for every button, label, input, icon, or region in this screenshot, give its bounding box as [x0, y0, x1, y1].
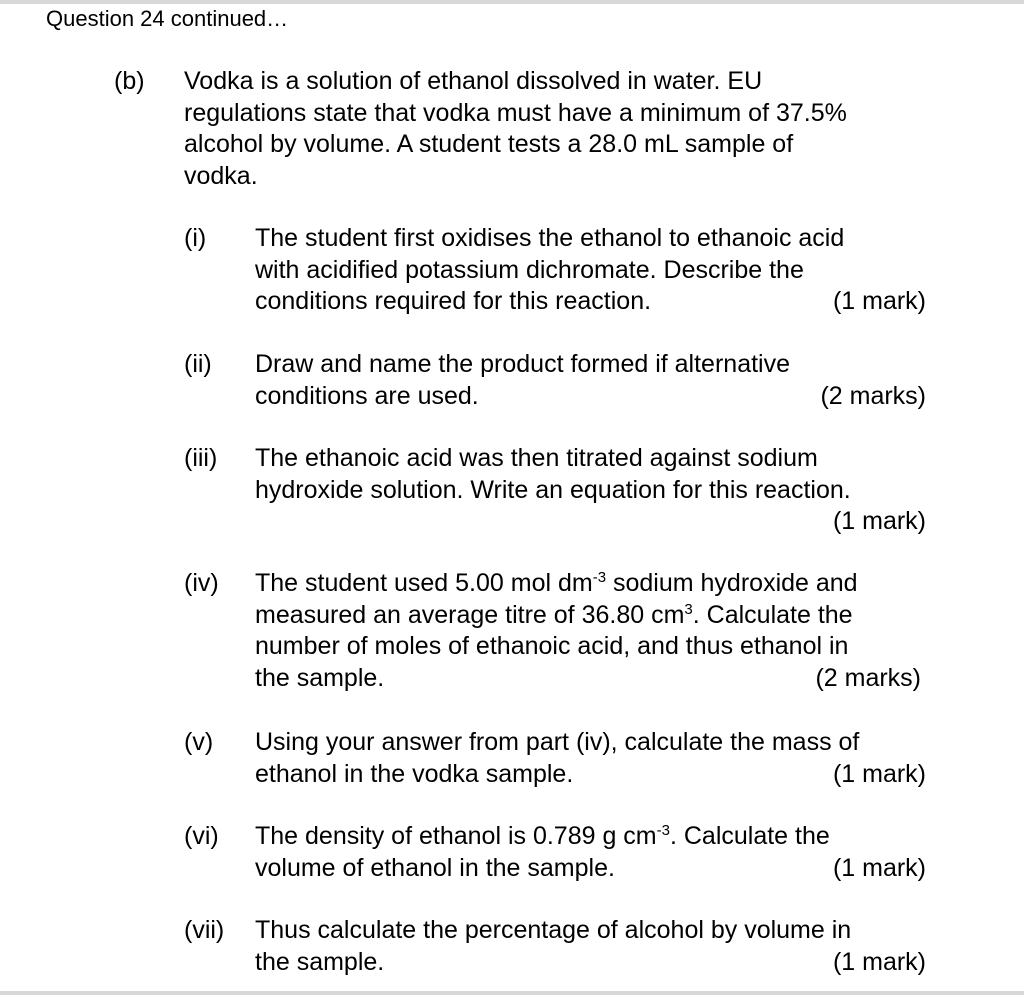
sub-question-number: (iii): [184, 444, 218, 472]
sub-question-number: (i): [184, 224, 207, 252]
question-line: [255, 381, 926, 413]
intro-line: alcohol by volume. A student tests a 28.0 mL sample of: [184, 130, 794, 158]
marks-label: (1 mark): [832, 287, 926, 315]
sub-question-text: [255, 443, 926, 538]
sub-question-vii: [184, 915, 926, 978]
bottom-divider: [0, 991, 1024, 995]
sub-question-text: [255, 727, 926, 790]
intro-line: regulations state that vodka must have a minimum of 37.5%: [184, 98, 847, 127]
question-line: [255, 568, 926, 600]
superscript: -3: [656, 822, 670, 839]
question-line: [255, 286, 926, 318]
question-line: Using your answer from part (iv), calculate the mass of: [255, 728, 860, 756]
sub-question-i: [184, 223, 926, 318]
sub-question-vi: [184, 821, 926, 884]
sub-question-number: (vi): [184, 822, 219, 850]
sub-question-text: [255, 915, 926, 978]
sub-question-number: (ii): [184, 350, 212, 378]
marks-label: (2 marks): [820, 381, 926, 410]
sub-question-text: [255, 568, 926, 694]
question-line: with acidified potassium dichromate. Describe the: [255, 255, 804, 284]
question-line-text: ethanol in the vodka sample.: [255, 759, 574, 788]
marks-label: (1 mark): [832, 759, 926, 788]
sub-question-ii: [184, 349, 926, 412]
question-line: [255, 853, 926, 885]
text-run: The student used 5.00 mol dm: [255, 569, 593, 597]
question-line: [255, 821, 926, 853]
sub-question-iv: [184, 568, 926, 694]
sub-question-text: [255, 821, 926, 884]
question-line: [255, 759, 926, 791]
question-header: Question 24 continued…: [46, 6, 289, 31]
sub-question-iii: [184, 443, 926, 538]
question-line: Draw and name the product formed if alternative: [255, 350, 790, 378]
question-line: [255, 947, 926, 979]
part-b-intro: [184, 66, 924, 192]
text-run: The density of ethanol is 0.789 g cm: [255, 822, 657, 850]
question-line: [255, 600, 926, 632]
sub-question-text: [255, 223, 926, 318]
sub-question-number: (v): [184, 728, 214, 756]
question-line-text: conditions required for this reaction.: [255, 287, 652, 315]
marks-label: (2 marks): [815, 663, 921, 692]
text-run: sodium hydroxide and: [606, 569, 858, 597]
intro-line: vodka.: [184, 161, 258, 190]
question-line: number of moles of ethanoic acid, and thus ethanol in: [255, 632, 849, 660]
question-line: The student first oxidises the ethanol to ethanoic acid: [255, 224, 845, 252]
question-line: Thus calculate the percentage of alcohol by volume in: [255, 916, 852, 944]
marks-label: (1 mark): [832, 947, 926, 976]
marks-label: (1 mark): [832, 853, 926, 882]
question-line-text: volume of ethanol in the sample.: [255, 853, 615, 882]
sub-question-v: [184, 727, 926, 790]
text-run: . Calculate the: [692, 600, 853, 629]
superscript: -3: [592, 569, 607, 586]
marks-label: (1 mark): [832, 507, 926, 535]
part-b-label: (b): [114, 67, 145, 95]
question-line: The ethanoic acid was then titrated against sodium: [255, 444, 818, 472]
text-run: measured an average titre of 36.80 cm: [255, 600, 685, 629]
question-line-text: the sample.: [255, 663, 385, 692]
text-run: . Calculate the: [669, 822, 830, 850]
question-line-text: the sample.: [255, 947, 385, 976]
sub-question-text: [255, 349, 926, 412]
question-line: [255, 663, 926, 695]
intro-line: Vodka is a solution of ethanol dissolved in water. EU: [184, 67, 763, 95]
question-line: hydroxide solution. Write an equation for this reaction.: [255, 475, 851, 504]
superscript: 3: [684, 600, 693, 618]
question-line-text: conditions are used.: [255, 381, 479, 410]
sub-question-number: (vii): [184, 916, 225, 944]
sub-question-number: (iv): [184, 569, 219, 597]
